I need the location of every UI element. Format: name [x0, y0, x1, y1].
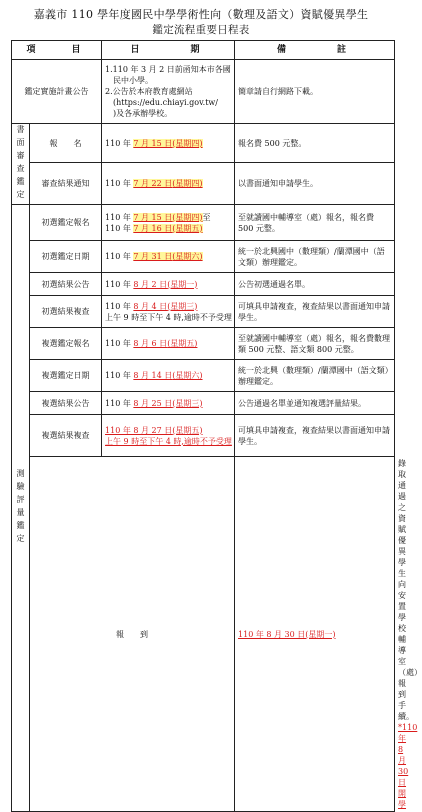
date-line: (https://edu.chiayi.gov.tw/ — [105, 98, 218, 107]
date-suffix: 至 — [202, 212, 211, 222]
weekday: (星期四) — [172, 179, 203, 189]
date-line: 1.110 年 3 月 2 日前函知本市各國 — [105, 65, 231, 74]
table-row — [12, 273, 395, 296]
item-final-result: 複選結果公告 — [30, 392, 102, 415]
document-subtitle: 鑑定流程重要日程表 — [152, 24, 250, 36]
date-prefix: 110 年 — [105, 339, 134, 348]
note-initial-result: 公告初選通過名單。 — [235, 273, 395, 296]
table-row: 報 到 110 年 8 月 30 日(星期一) 錄取通過之資賦優異學生向安置學校輔導室（處）報到手續。 *110 年 8 月 30 日開學 — [12, 457, 395, 812]
weekday: (星期一) — [167, 279, 198, 289]
date-highlight: 7 月 15 日 — [133, 138, 173, 148]
group-review: 書面審查鑑定 — [12, 124, 30, 205]
table-row — [12, 296, 395, 328]
weekday: (星期四) — [172, 212, 203, 222]
date-line: 上午 9 時至下午 4 時,逾時不予受理 — [105, 312, 232, 322]
note-initial-date: 統一於北興國中（數理類）/蘭潭國中（語文類）辦理鑑定。 — [235, 241, 395, 273]
date-final-date — [102, 360, 235, 392]
item-initial-review: 初選結果複查 — [30, 296, 102, 328]
date-highlight: 8 月 14 日 — [133, 371, 173, 380]
header-note: 備 註 — [235, 41, 395, 60]
date-line: 2.公告於本府教育處網站 — [105, 87, 193, 96]
header-item: 項 目 — [12, 41, 102, 60]
date-highlight: 7 月 15 日 — [133, 212, 173, 222]
item-plan: 鑑定實施計畫公告 — [12, 60, 102, 124]
date-highlight: 8 月 2 日 — [133, 279, 168, 289]
note-initial-review: 可填具申請複查，複查結果以書面通知申請學生。 — [235, 296, 395, 328]
date-line: )及各承辦學校。 — [105, 109, 173, 118]
date-final-result — [102, 392, 235, 415]
date-highlight: 8 月 25 日 — [133, 398, 173, 408]
date-line — [105, 301, 231, 312]
date-prefix: 110 年 — [105, 179, 134, 189]
weekday: (星期五) — [167, 339, 198, 348]
date-prefix: 110 年 — [105, 371, 134, 380]
date-initial-result — [102, 273, 235, 296]
date-highlight: 7 月 31 日 — [133, 252, 173, 261]
item-report: 報 到 — [30, 457, 235, 812]
date-prefix: 110 年 — [105, 212, 134, 222]
group-assessment: 測驗評量鑑定 — [12, 205, 30, 812]
item-final-signup: 複選鑑定報名 — [30, 328, 102, 360]
date-highlight: 110 年 8 月 30 日(星期一) — [238, 629, 336, 639]
note-review-notice: 以書面通知申請學生。 — [235, 163, 395, 205]
item-final-review: 複選結果複查 — [30, 415, 102, 457]
weekday: (星期三) — [172, 398, 203, 408]
item-final-date: 複選鑑定日期 — [30, 360, 102, 392]
table-row — [12, 124, 395, 163]
date-final-signup — [102, 328, 235, 360]
date-highlight: 7 月 22 日 — [133, 179, 173, 189]
date-initial-review — [102, 296, 235, 328]
date-prefix: 110 年 — [105, 301, 134, 311]
note-final-review: 可填具申請複查，複查結果以書面通知申請學生。 — [235, 415, 395, 457]
header-date: 日 期 — [102, 41, 235, 60]
weekday: (星期三) — [167, 301, 198, 311]
document-title: 嘉義市 110 學年度國民中學學術性向（數理及語文）資賦優異學生 — [33, 8, 369, 21]
header-row — [12, 41, 395, 60]
note-plan: 簡章請自行網路下載。 — [235, 60, 395, 124]
date-report — [235, 457, 395, 812]
weekday: (星期四) — [172, 138, 203, 148]
date-review-notice — [102, 163, 235, 205]
table-row — [12, 392, 395, 415]
date-line: 民中小學。 — [105, 76, 154, 85]
table-row — [12, 415, 395, 457]
date-line — [105, 212, 231, 223]
note-signup: 報名費 500 元整。 — [235, 124, 395, 163]
date-initial-date — [102, 241, 235, 273]
date-initial-signup — [102, 205, 235, 241]
item-initial-date: 初選鑑定日期 — [30, 241, 102, 273]
date-highlight: 7 月 16 日 — [133, 223, 173, 233]
note-final-date: 統一於北興（數理類）/蘭潭國中（語文類）辦理鑑定。 — [235, 360, 395, 392]
table-row — [12, 205, 395, 241]
date-signup — [102, 124, 235, 163]
table-row — [12, 360, 395, 392]
item-signup: 報 名 — [30, 124, 102, 163]
table-row — [12, 163, 395, 205]
date-prefix: 110 年 — [105, 223, 134, 233]
date-highlight: 8 月 4 日 — [133, 301, 168, 311]
date-line — [105, 425, 231, 436]
item-initial-result: 初選結果公告 — [30, 273, 102, 296]
weekday: (星期五) — [172, 223, 203, 233]
date-prefix: 110 年 — [105, 398, 134, 408]
date-prefix: 110 年 — [105, 252, 134, 261]
date-line: 上午 9 時至下午 4 時,逾時不予受理 — [105, 436, 232, 446]
table-row — [12, 60, 395, 124]
weekday: (星期五) — [172, 425, 203, 435]
table-row — [12, 241, 395, 273]
date-highlight: 8 月 6 日 — [133, 339, 168, 348]
date-highlight: 110 年 8 月 27 日 — [105, 425, 173, 435]
table-row — [12, 328, 395, 360]
weekday: (星期六) — [172, 252, 203, 261]
item-review-notice: 審查結果通知 — [30, 163, 102, 205]
schedule-table — [11, 40, 422, 812]
note-final-result: 公告通過名單並通知複選評量結果。 — [235, 392, 395, 415]
date-line — [105, 223, 231, 234]
weekday: (星期六) — [172, 371, 203, 380]
item-initial-signup: 初選鑑定報名 — [30, 205, 102, 241]
date-prefix: 110 年 — [105, 138, 134, 148]
date-plan — [102, 60, 235, 124]
note-initial-signup: 至就讀國中輔導室（處）報名，報名費 500 元整。 — [235, 205, 395, 241]
date-prefix: 110 年 — [105, 279, 134, 289]
note-final-signup: 至就讀國中輔導室（處）報名，報名費數理類 500 元整、語文類 800 元整。 — [235, 328, 395, 360]
date-final-review — [102, 415, 235, 457]
